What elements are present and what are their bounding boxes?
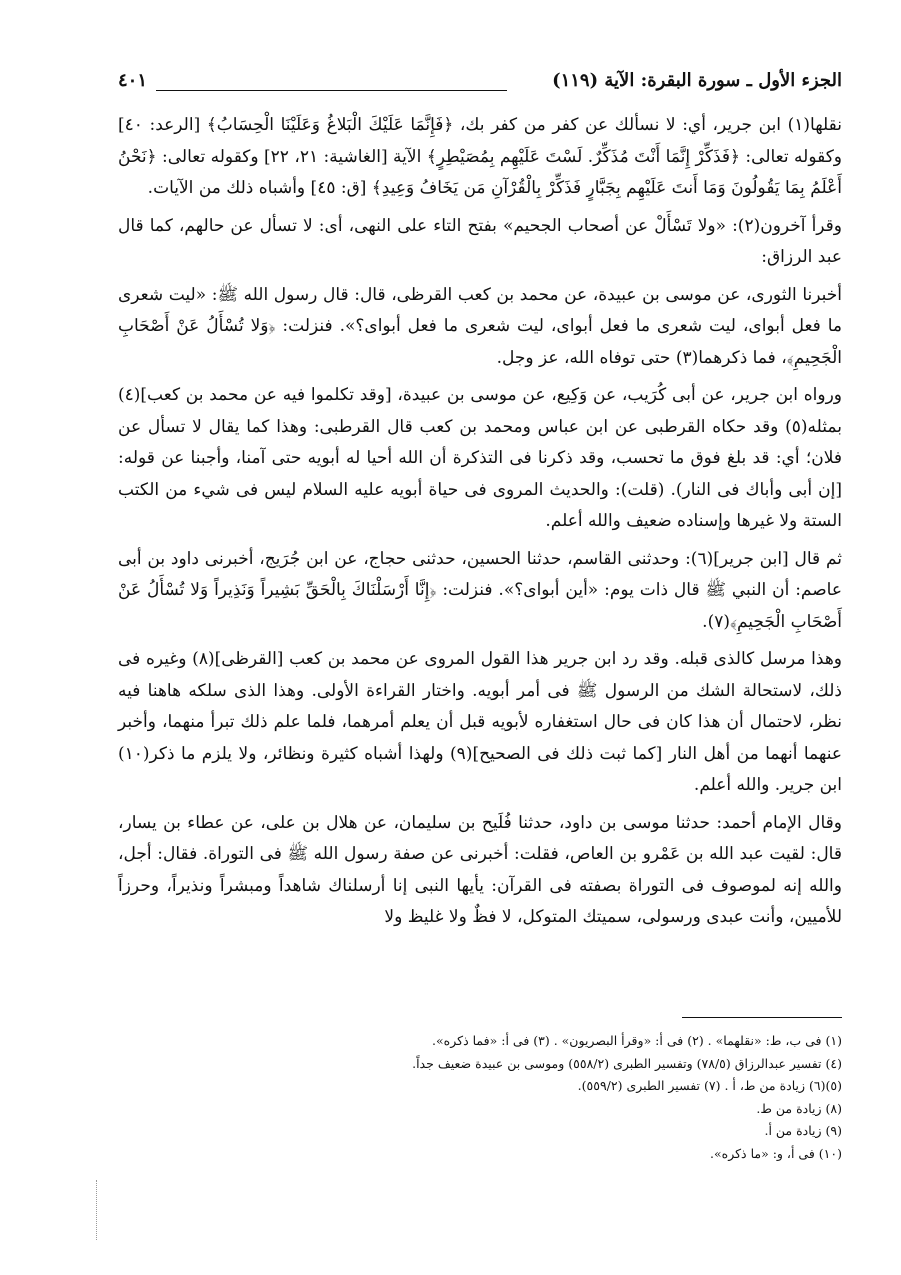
paragraph: أخبرنا الثورى، عن موسى بن عبيدة، عن محمد بن كعب القرظى، قال: قال رسول الله ﷺ: «ليت شعرى ما فعل أبواى، ليت شعرى ما فعل أبواى، ليت شعرى ما فعل أبواى؟». فنزلت: ﴿وَلا تُسْأَلُ عَنْ أَصْحَابِ الْجَحِيمِ﴾، فما ذكرهما(٣) حتى توفاه الله، عز وجل. <box>118 284 842 368</box>
header-title: الجزء الأول ـ سورة البقرة: الآية (١١٩) <box>552 70 842 91</box>
main-text <box>118 110 842 940</box>
paragraph: نقلها(١) ابن جرير، أي: لا نسألك عن كفر من كفر بك، ﴿فَإِنَّمَا عَلَيْكَ الْبَلاغُ وَعَلَيْنَا الْحِسَابُ﴾ [الرعد: ٤٠] وكقوله تعالى: ﴿فَذَكِّرْ إِنَّمَا أَنْتَ مُذَكِّرٌ. لَسْتَ عَلَيْهِم بِمُصَيْطِرٍ﴾ الآية [الغاشية: ٢١، ٢٢] وكقوله تعالى: ﴿نَحْنُ أَعْلَمُ بِمَا يَقُولُونَ وَمَا أَنتَ عَلَيْهِم بِجَبَّارٍ فَذَكِّرْ بِالْقُرْآنِ مَن يَخَافُ وَعِيدِ﴾ [ق: ٤٥] وأشباه ذلك من الآيات. <box>118 115 843 198</box>
footnotes <box>260 1030 842 1165</box>
footnote-line: (٨) زيادة من ط. <box>756 1100 842 1116</box>
footnote-separator <box>682 1017 842 1018</box>
paragraph: ثم قال [ابن جرير](٦): وحدثنى القاسم، حدثنا الحسين، حدثنى حجاج، عن ابن جُرَيج، أخبرنى داود بن أبى عاصم: أن النبي ﷺ قال ذات يوم: «أين أبواى؟». فنزلت: ﴿إِنَّا أَرْسَلْنَاكَ بِالْحَقِّ بَشِيراً وَنَذِيراً وَلا تُسْأَلُ عَنْ أَصْحَابِ الْجَحِيمِ﴾(٧). <box>118 548 842 632</box>
footnote-line: (٩) زيادة من أ. <box>764 1123 842 1138</box>
paragraph: وقال الإمام أحمد: حدثنا موسى بن داود، حدثنا فُلَيح بن سليمان، عن هلال بن على، عن عطاء بن يسار، قال: لقيت عبد الله بن عَمْرو بن العاص، فقلت: أخبرنى عن صفة رسول الله ﷺ فى التوراة. فقال: أجل، والله إنه لموصوف فى التوراة بصفته فى القرآن: يأيها النبى إنا أرسلناك شاهداً ومبشراً ونذيراً، وحرزاً للأميين، وأنت عبدى ورسولى، سميتك المتوكل، لا فظٌ ولا غليظ ولا <box>118 812 842 927</box>
running-header <box>118 70 842 100</box>
footnote-line: (٤) تفسير عبدالرزاق (٧٨/٥) وتفسير الطبرى (٥٥٨/٢) وموسى بن عبيدة ضعيف جداً. <box>412 1055 842 1071</box>
footnote-line: (١) فى ب، ط: «نقلهما» . (٢) فى أ: «وقرأ البصريون» . (٣) فى أ: «فما ذكره». <box>432 1033 842 1048</box>
margin-mark <box>96 1180 98 1240</box>
page-number: ٤٠١ <box>118 70 148 91</box>
footnote-line: (١٠) فى أ، و: «ما ذكره». <box>710 1145 842 1161</box>
header-rule <box>156 90 507 91</box>
paragraph: ورواه ابن جرير، عن أبى كُرَيب، عن وَكِيع، عن موسى بن عبيدة، [وقد تكلموا فيه عن محمد بن كعب](٤) بمثله(٥) وقد حكاه القرطبى عن ابن عباس ومحمد بن كعب قال القرطبى: وهذا كما يقال لا تسأل عن فلان؛ أي: قد بلغ فوق ما تحسب، وقد ذكرنا فى التذكرة أن الله أحيا له أبويه حتى آمنا، وأجبنا عن قوله: [إن أبى وأباك فى النار). (قلت): والحديث المروى فى حياة أبويه عليه السلام ليس فى شيء من الكتب الستة ولا غيرها وإسناده ضعيف والله أعلم. <box>118 385 843 531</box>
footnote-line: (٥)(٦) زيادة من ط، أ . (٧) تفسير الطبرى (٥٥٩/٢). <box>577 1078 842 1093</box>
paragraph: وقرأ آخرون(٢): «ولا تَسْأَلْ عن أصحاب الجحيم» بفتح التاء على النهى، أى: لا تسأل عن حالهم، كما قال عبد الرزاق: <box>118 215 843 267</box>
paragraph: وهذا مرسل كالذى قبله. وقد رد ابن جرير هذا القول المروى عن محمد بن كعب [القرظى](٨) وغيره فى ذلك، لاستحالة الشك من الرسول ﷺ فى أمر أبويه. واختار القراءة الأولى. وهذا الذى سلكه هاهنا فيه نظر، لاحتمال أن هذا كان فى حال استغفاره لأبويه قبل أن يعلم أمرهما، فلما علم ذلك تبرأ منهما، وأخبر عنهما أنهما من أهل النار [كما ثبت ذلك فى الصحيح](٩) ولهذا أشباه كثيرة ونظائر، ولا يلزم ما ذكر(١٠) ابن جرير. والله أعلم. <box>118 649 842 795</box>
